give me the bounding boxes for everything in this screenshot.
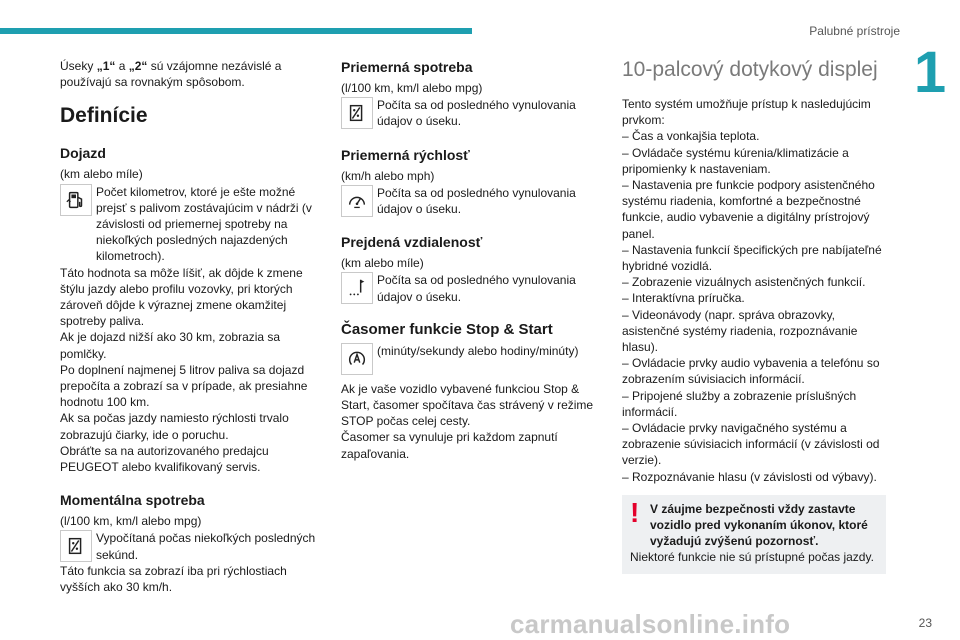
stop-start-note-2: Časomer sa vynuluje pri každom zapnutí zapaľovania.	[341, 430, 558, 461]
touchscreen-heading: 10-palcový dotykový displej	[622, 58, 878, 81]
range-note-3: Po doplnení najmenej 5 litrov paliva sa dojazd prepočíta a zobrazí sa v prípade, ak presiahne hodnotu 100 km.	[60, 362, 308, 410]
avg-speed-unit: (km/h alebo mph)	[341, 168, 435, 183]
range-note-2: Ak je dojazd nižší ako 30 km, zobrazia sa pomlčky.	[60, 330, 281, 361]
list-item: – Čas a vonkajšia teplota.	[622, 129, 760, 144]
list-item: – Ovládače systému kúrenia/klimatizácie a pripomienky k nastaveniam.	[622, 145, 849, 176]
definitions-heading: Definície	[60, 104, 148, 128]
warning-exclamation-icon: !	[630, 496, 640, 528]
instant-note: Táto funkcia sa zobrazí iba pri rýchlostiach vyšších ako 30 km/h.	[60, 563, 287, 595]
list-item: – Interaktívna príručka.	[622, 291, 745, 306]
avg-speed-row	[341, 185, 603, 217]
avg-consumption-row	[341, 97, 603, 129]
range-note-5: Obráťte sa na autorizovaného predajcu PEUGEOT alebo kvalifikovaný servis.	[60, 443, 269, 475]
instant-text: Vypočítaná počas niekoľkých posledných sekúnd.	[96, 531, 316, 562]
section-header: Palubné prístroje	[809, 24, 900, 38]
watermark: carmanualsonline.info	[510, 609, 791, 639]
distance-heading: Prejdená vzdialenosť	[341, 234, 483, 251]
intro-paragraph: Úseky „1“ a „2“ sú vzájomne nezávislé a používajú sa rovnakým spôsobom.	[60, 59, 282, 90]
list-item: – Videonávody (napr. správa obrazovky, asistenčné systémy riadenia, rozpoznávanie hlasu).	[622, 307, 858, 355]
warning-bold-text: V záujme bezpečnosti vždy zastavte vozidlo pred vykonaním úkonov, ktoré vyžadujú zvýšenú pozornosť.	[650, 501, 868, 549]
distance-unit: (km alebo míle)	[341, 256, 424, 271]
list-item: – Pripojené služby a zobrazenie príslušných informácií.	[622, 388, 857, 419]
fuel-pump-icon	[60, 184, 92, 216]
range-unit: (km alebo míle)	[60, 167, 143, 182]
range-note-4: Ak sa počas jazdy namiesto rýchlosti trvalo zobrazujú čiarky, ide o poruchu.	[60, 411, 289, 442]
distance-row	[341, 272, 603, 304]
warning-text: Niektoré funkcie nie sú prístupné počas jazdy.	[630, 550, 874, 565]
avg-consumption-text: Počíta sa od posledného vynulovania údajov o úseku.	[377, 98, 576, 129]
speedometer-icon	[341, 185, 373, 217]
column-middle	[341, 58, 603, 462]
list-item: – Nastavenia funkcií špecifických pre nabíjateľné hybridné vozidlá.	[622, 242, 882, 274]
instant-heading: Momentálna spotreba	[60, 492, 205, 509]
stop-start-heading: Časomer funkcie Stop & Start	[341, 320, 553, 338]
page-number: 23	[918, 616, 932, 630]
column-left	[60, 58, 322, 595]
range-row	[60, 184, 322, 265]
column-right	[622, 58, 886, 574]
touchscreen-intro: Tento systém umožňuje prístup k nasledujúcim prvkom:	[622, 97, 871, 128]
chapter-number: 1	[913, 40, 947, 105]
stop-start-text: (minúty/sekundy alebo hodiny/minúty)	[377, 343, 579, 358]
list-item: – Zobrazenie vizuálnych asistenčných funkcií.	[622, 275, 866, 290]
instant-unit: (l/100 km, km/l alebo mpg)	[60, 514, 202, 529]
range-heading: Dojazd	[60, 145, 106, 162]
header-accent-bar	[0, 28, 472, 34]
stop-start-row	[341, 343, 603, 375]
list-item: – Ovládacie prvky audio vybavenia a telefónu so zobrazením súvisiacich informácií.	[622, 356, 880, 387]
range-note-1: Táto hodnota sa môže líšiť, ak dôjde k zmene štýlu jazdy alebo profilu vozovky, pri ktorých zároveň dôjde k výraznej zmene okamžitej spotreby paliva.	[60, 265, 303, 329]
avg-consumption-unit: (l/100 km, km/l alebo mpg)	[341, 81, 483, 95]
stop-start-note-1: Ak je vaše vozidlo vybavené funkciou Stop & Start, časomer spočítava čas strávený v režime STOP počas celej cesty.	[341, 381, 594, 429]
consumption-icon	[341, 97, 373, 129]
instant-row	[60, 530, 322, 562]
warning-box	[622, 495, 886, 574]
distance-icon	[341, 272, 373, 304]
list-item: – Rozpoznávanie hlasu (v závislosti od výbavy).	[622, 469, 877, 484]
list-item: – Nastavenia pre funkcie podpory asistenčného systému riadenia, komfortné a bezpečnostné funkcie, audio vybavenie a digitálny prístrojový panel.	[622, 178, 875, 241]
stop-start-icon	[341, 343, 373, 375]
consumption-icon	[60, 530, 92, 562]
avg-consumption-heading: Priemerná spotreba	[341, 59, 473, 75]
avg-speed-heading: Priemerná rýchlosť	[341, 146, 470, 163]
distance-text: Počíta sa od posledného vynulovania údajov o úseku.	[377, 273, 576, 304]
range-text: Počet kilometrov, ktoré je ešte možné prejsť s palivom zostávajúcim v nádrži (v závislosti od priemernej spotreby na niekoľkých posledných najazdených kilometroch).	[96, 184, 312, 264]
avg-speed-text: Počíta sa od posledného vynulovania údajov o úseku.	[377, 185, 576, 217]
list-item: – Ovládacie prvky navigačného systému a zobrazenie súvisiacich informácií (v závislosti od verzie).	[622, 421, 880, 468]
